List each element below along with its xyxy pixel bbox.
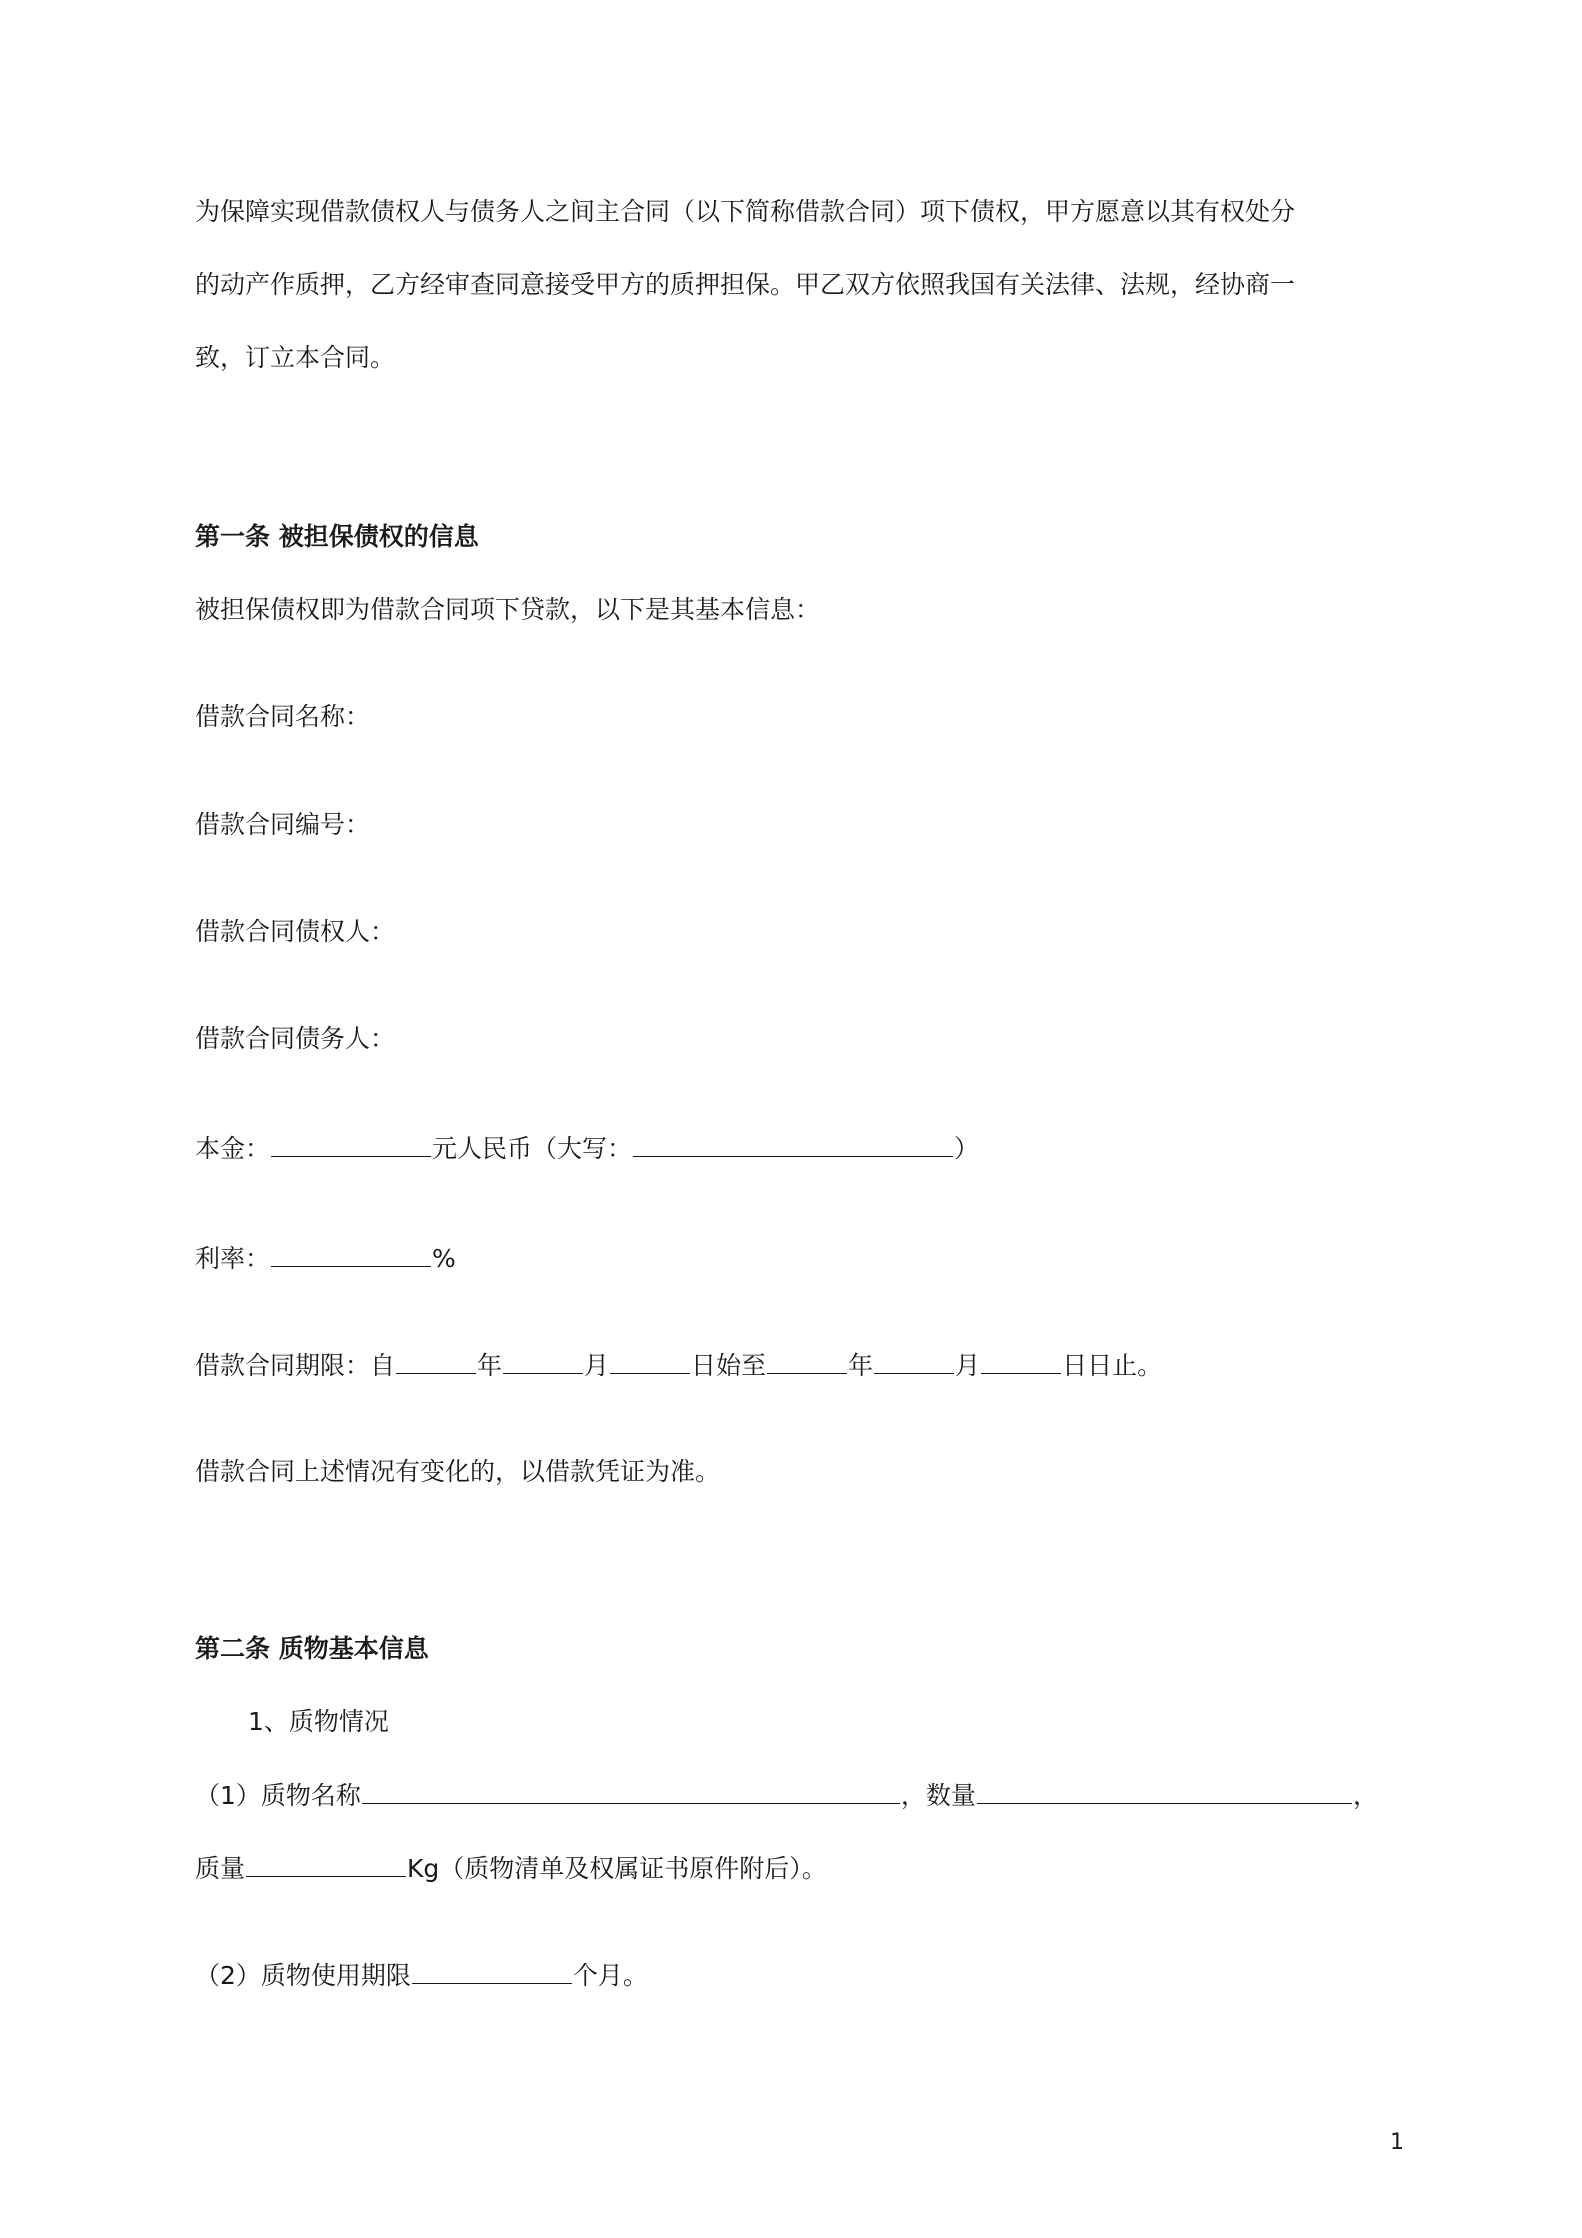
end-day-blank[interactable]	[981, 1347, 1061, 1374]
pledge-name-label: （1）质物名称	[195, 1781, 361, 1810]
start-year-blank[interactable]	[396, 1347, 476, 1374]
end-day-label: 日日止。	[1062, 1351, 1163, 1380]
pledge-weight-unit: Kg（质物清单及权属证书原件附后）。	[407, 1854, 827, 1883]
contract-name-field: 借款合同名称：	[195, 702, 371, 731]
principal-close: ）	[954, 1134, 980, 1163]
principal-row	[195, 1130, 979, 1166]
article-2-title: 第二条 质物基本信息	[195, 1634, 429, 1663]
end-month-label: 月	[955, 1351, 981, 1380]
pledge-weight-blank[interactable]	[246, 1850, 406, 1877]
pledge-name-row	[195, 1777, 1378, 1813]
pledge-quantity-blank[interactable]	[977, 1777, 1352, 1804]
principal-amount-blank[interactable]	[271, 1130, 431, 1157]
term-row	[195, 1347, 1162, 1383]
rate-unit: %	[432, 1244, 456, 1273]
pledge-term-blank[interactable]	[412, 1957, 572, 1984]
start-year-label: 年	[477, 1351, 503, 1380]
pledge-quantity-label: ，数量	[900, 1781, 976, 1810]
rate-label: 利率：	[195, 1244, 271, 1273]
contract-number-field: 借款合同编号：	[195, 810, 371, 839]
pledge-name-blank[interactable]	[362, 1777, 900, 1804]
start-day-label: 日始至	[691, 1351, 767, 1380]
pledge-term-label: （2）质物使用期限	[195, 1961, 411, 1990]
pledge-term-row	[195, 1957, 648, 1993]
end-year-label: 年	[848, 1351, 874, 1380]
rate-blank[interactable]	[271, 1240, 431, 1267]
start-day-blank[interactable]	[610, 1347, 690, 1374]
change-note: 借款合同上述情况有变化的，以借款凭证为准。	[195, 1457, 721, 1486]
article-1-title: 第一条 被担保债权的信息	[195, 522, 479, 551]
principal-unit: 元人民币（大写：	[432, 1134, 633, 1163]
intro-line-2: 的动产作质押，乙方经审查同意接受甲方的质押担保。甲乙双方依照我国有关法律、法规，经协商一	[195, 270, 1296, 299]
start-month-label: 月	[584, 1351, 610, 1380]
pledge-weight-label: 质量	[195, 1854, 246, 1883]
contract-debtor-field: 借款合同债务人：	[195, 1024, 396, 1053]
pledge-row-end: ，	[1352, 1781, 1378, 1810]
principal-uppercase-blank[interactable]	[633, 1130, 953, 1157]
intro-line-1: 为保障实现借款债权人与债务人之间主合同（以下简称借款合同）项下债权，甲方愿意以其有权处分	[195, 197, 1296, 226]
term-label: 借款合同期限：自	[195, 1351, 396, 1380]
pledge-weight-row	[195, 1850, 827, 1886]
principal-label: 本金：	[195, 1134, 271, 1163]
intro-line-3: 致，订立本合同。	[195, 343, 396, 372]
pledge-subsection-1: 1、质物情况	[248, 1707, 389, 1736]
pledge-term-unit: 个月。	[572, 1961, 648, 1990]
contract-creditor-field: 借款合同债权人：	[195, 917, 396, 946]
end-year-blank[interactable]	[767, 1347, 847, 1374]
article-1-intro: 被担保债权即为借款合同项下贷款，以下是其基本信息：	[195, 595, 821, 624]
page-number: 1	[1390, 2130, 1404, 2155]
end-month-blank[interactable]	[874, 1347, 954, 1374]
start-month-blank[interactable]	[503, 1347, 583, 1374]
rate-row	[195, 1240, 456, 1276]
